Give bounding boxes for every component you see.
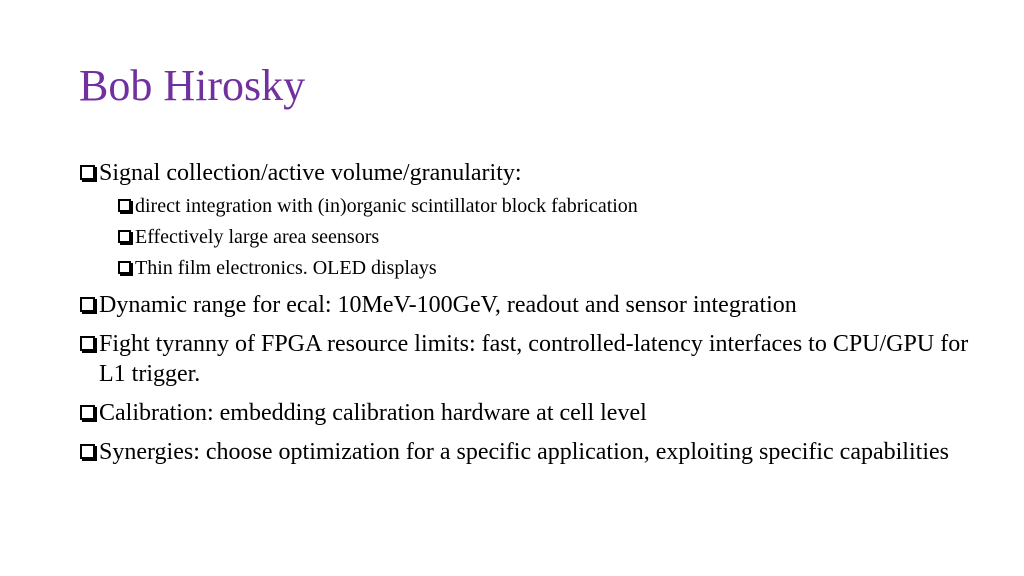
sub-bullet-text: Thin film electronics. OLED displays <box>135 257 437 279</box>
bullet-item <box>79 398 979 428</box>
checkbox-bullet-icon <box>118 199 131 212</box>
sub-bullet-item <box>117 256 979 281</box>
sub-bullet-item <box>117 194 979 219</box>
checkbox-bullet-icon <box>118 230 131 243</box>
checkbox-bullet-icon <box>80 405 95 420</box>
checkbox-bullet-icon <box>80 444 95 459</box>
bullet-item <box>79 437 979 467</box>
checkbox-bullet-icon <box>80 165 95 180</box>
bullet-text: Calibration: embedding calibration hardware at cell level <box>99 400 647 426</box>
sub-bullet-text: direct integration with (in)organic scintillator block fabrication <box>135 195 638 217</box>
sub-bullet-item <box>117 225 979 250</box>
checkbox-bullet-icon <box>118 261 131 274</box>
bullet-text: Fight tyranny of FPGA resource limits: fast, controlled-latency interfaces to CPU/GPU for L1 trigger. <box>99 331 969 387</box>
bullet-item <box>79 158 979 188</box>
bullet-list <box>79 158 979 467</box>
sub-bullet-text: Effectively large area seensors <box>135 226 380 248</box>
checkbox-bullet-icon <box>80 297 95 312</box>
bullet-item <box>79 329 979 389</box>
bullet-text: Synergies: choose optimization for a specific application, exploiting specific capabilities <box>99 439 949 465</box>
slide-title: Bob Hirosky <box>79 61 306 110</box>
bullet-text: Dynamic range for ecal: 10MeV-100GeV, readout and sensor integration <box>99 292 797 318</box>
checkbox-bullet-icon <box>80 336 95 351</box>
bullet-item <box>79 290 979 320</box>
bullet-text: Signal collection/active volume/granularity: <box>99 160 522 186</box>
